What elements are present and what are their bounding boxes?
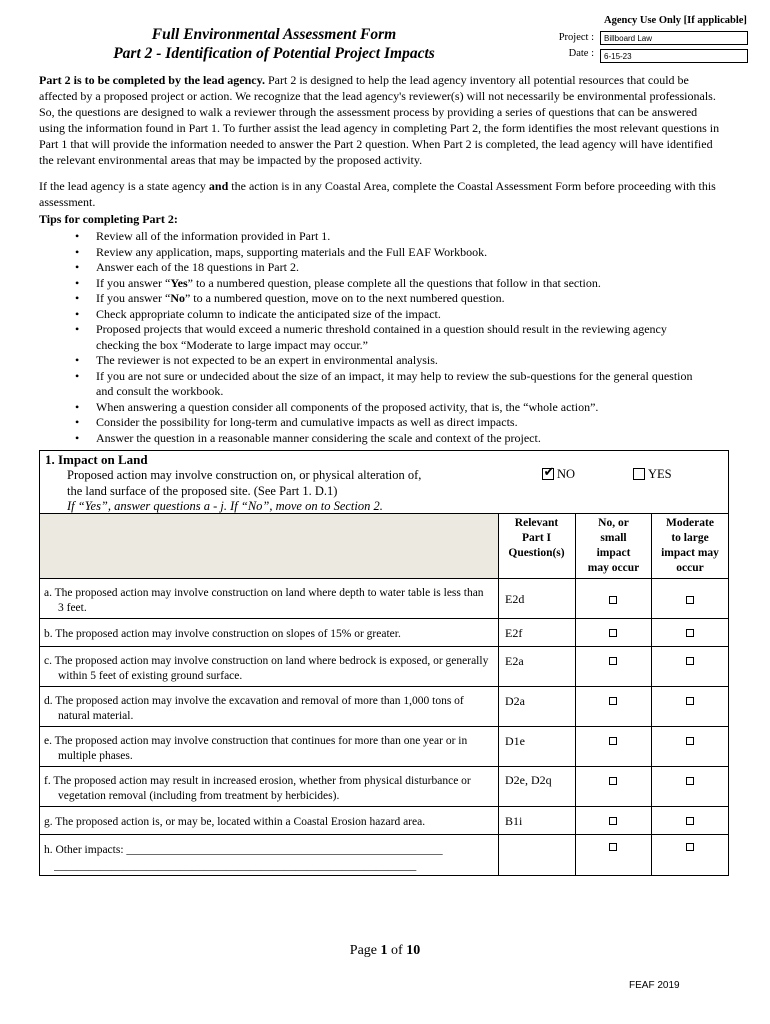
checkmark-icon: ✔ — [543, 464, 555, 479]
tip-item — [75, 431, 695, 447]
row-divider — [40, 646, 728, 647]
section-instruction: If “Yes”, answer questions a - j. If “No”, move on to Section 2. — [67, 499, 383, 513]
section-description — [67, 467, 507, 499]
bullet-icon: • — [75, 322, 80, 336]
question-1b: b. The proposed action may involve construction on slopes of 15% or greater. — [44, 628, 401, 640]
question-1h-other[interactable]: h. Other impacts: _______________________________________________________ — [44, 844, 443, 856]
bullet-icon: • — [75, 353, 80, 367]
bullet-icon: • — [75, 244, 80, 259]
row-divider — [40, 686, 728, 687]
bullet-icon: • — [75, 291, 80, 305]
table-header-band — [40, 513, 498, 578]
moderate-impact-checkbox[interactable] — [686, 629, 694, 637]
section-desc-line: the land surface of the proposed site. (See Part 1. D.1) — [67, 484, 338, 498]
coastal-text-2: the action is in any Coastal Area, complete the Coastal Assessment Form before proceeding with this assessment. — [39, 179, 716, 209]
form-subtitle: Part 2 - Identification of Potential Project Impacts — [113, 45, 435, 62]
project-label: Project : — [558, 32, 594, 43]
form-title: Full Environmental Assessment Form — [151, 26, 397, 43]
tip-item — [75, 276, 695, 292]
relevant-ref: B1i — [505, 814, 523, 828]
tip-item — [75, 322, 695, 353]
question-1a: a. The proposed action may involve construction on land where depth to water table is less than 3 feet. — [44, 587, 484, 614]
bullet-icon: • — [75, 368, 80, 383]
yes-label: YES — [648, 467, 672, 481]
tip-text: Answer each of the 18 questions in Part 2. — [96, 260, 299, 274]
intro-text: Part 2 is designed to help the lead agency inventory all potential resources that could be affected by a proposed project or action. We recognize that the lead agency's reviewer(s) will not necessarily be environmental professionals. So, the questions are designed to walk a reviewer through the assessment process by providing a series of questions that can be answered using the information found in Part 1. To further assist the lead agency in completing Part 2, the form identifies the most relevant questions in Part 1 that will provide the information needed to answer the Part 2 question. When Part 2 is completed, the lead agency will have identified the relevant environmental areas that may be impacted by the proposed activity. — [39, 73, 720, 167]
no-label: NO — [557, 467, 576, 481]
bullet-icon: • — [75, 430, 80, 445]
tip-text: Answer the question in a reasonable manner considering the scale and context of the project. — [96, 430, 541, 445]
moderate-impact-checkbox[interactable] — [686, 697, 694, 705]
relevant-ref: D2e, D2q — [505, 773, 552, 787]
tip-text: If you are not sure or undecided about the size of an impact, it may help to review the sub-questions for the general question and consult the workbook. — [96, 368, 693, 398]
small-impact-checkbox[interactable] — [609, 843, 617, 851]
tip-text: The reviewer is not expected to be an expert in environmental analysis. — [96, 353, 438, 367]
tip-text: Consider the possibility for long-term and cumulative impacts as well as direct impacts. — [96, 415, 518, 429]
moderate-impact-checkbox[interactable] — [686, 777, 694, 785]
tip-text: When answering a question consider all components of the proposed activity, that is, the “whole action”. — [96, 399, 599, 414]
small-impact-checkbox[interactable] — [609, 817, 617, 825]
page-number: Page 1 of 10 — [349, 943, 421, 958]
row-divider — [40, 834, 728, 835]
tip-item — [75, 415, 695, 431]
tip-text: Proposed projects that would exceed a numeric threshold contained in a question should result in the reviewing agency checking the box “Moderate to large impact may occur.” — [96, 322, 667, 352]
tip-text: Review any application, maps, supporting materials and the Full EAF Workbook. — [96, 244, 488, 259]
bullet-icon: • — [75, 306, 80, 321]
question-1e: e. The proposed action may involve construction that continues for more than one year or in multiple phases. — [44, 735, 468, 762]
tip-text: If you answer “ — [96, 291, 171, 305]
relevant-ref: E2f — [505, 626, 523, 640]
tip-item — [75, 400, 695, 416]
question-1f: f. The proposed action may result in increased erosion, whether from physical disturbance or vegetation removal (including from treatment by herbicides). — [44, 775, 471, 802]
relevant-ref: E2a — [505, 654, 524, 668]
other-impacts-line[interactable]: _______________________________________________________________ — [54, 860, 417, 872]
row-divider — [40, 806, 728, 807]
tip-item — [75, 353, 695, 369]
table-divider — [40, 513, 728, 514]
bullet-icon: • — [75, 399, 80, 414]
coastal-paragraph — [39, 178, 721, 210]
small-impact-checkbox[interactable] — [609, 737, 617, 745]
moderate-impact-checkbox[interactable] — [686, 817, 694, 825]
project-field[interactable]: Billboard Law — [600, 31, 748, 45]
moderate-impact-checkbox[interactable] — [686, 737, 694, 745]
tip-bold: Yes — [170, 275, 188, 290]
tip-item — [75, 291, 695, 307]
relevant-ref: E2d — [505, 592, 525, 606]
section-desc-line: Proposed action may involve construction on, or physical alteration of, — [67, 468, 422, 482]
tip-item — [75, 307, 695, 323]
small-impact-checkbox[interactable] — [609, 629, 617, 637]
moderate-impact-checkbox[interactable] — [686, 843, 694, 851]
date-field[interactable]: 6-15-23 — [600, 49, 748, 63]
row-divider — [40, 618, 728, 619]
intro-bold-lead: Part 2 is to be completed by the lead agency. — [39, 73, 265, 87]
intro-paragraph — [39, 72, 721, 168]
tip-item — [75, 369, 695, 400]
tip-bold: No — [170, 291, 185, 305]
question-1g: g. The proposed action is, or may be, located within a Coastal Erosion hazard area. — [44, 816, 426, 828]
col-header-relevant: Relevant Part I Question(s) — [508, 517, 565, 559]
moderate-impact-checkbox[interactable] — [686, 657, 694, 665]
tip-text: ” to a numbered question, please complete all the questions that follow in that section. — [187, 275, 601, 290]
relevant-ref: D1e — [505, 734, 525, 748]
row-divider — [40, 726, 728, 727]
small-impact-checkbox[interactable] — [609, 657, 617, 665]
tips-list — [75, 229, 695, 446]
tip-item — [75, 245, 695, 261]
tip-text: If you answer “ — [96, 275, 171, 290]
agency-use-label: Agency Use Only [If applicable] — [604, 15, 747, 26]
col-header-small-impact: No, or small impact may occur — [587, 517, 640, 574]
coastal-bold: and — [208, 179, 229, 193]
col-divider — [575, 513, 576, 876]
tip-text: Review all of the information provided in Part 1. — [96, 229, 331, 243]
question-1d: d. The proposed action may involve the excavation and removal of more than 1,000 tons of natural material. — [44, 695, 464, 722]
tip-text: Check appropriate column to indicate the anticipated size of the impact. — [96, 306, 441, 321]
question-1c: c. The proposed action may involve construction on land where bedrock is exposed, or generally within 5 feet of existing ground surface. — [44, 655, 489, 682]
form-code: FEAF 2019 — [629, 980, 680, 991]
bullet-icon: • — [75, 275, 80, 290]
relevant-ref: D2a — [505, 694, 525, 708]
small-impact-checkbox[interactable] — [609, 777, 617, 785]
col-divider — [651, 513, 652, 876]
bullet-icon: • — [75, 229, 80, 243]
tip-item — [75, 260, 695, 276]
coastal-text-1: If the lead agency is a state agency — [39, 179, 209, 193]
small-impact-checkbox[interactable] — [609, 697, 617, 705]
yes-checkbox[interactable] — [633, 468, 645, 480]
tip-text: ” to a numbered question, move on to the next numbered question. — [184, 291, 505, 305]
tips-heading: Tips for completing Part 2: — [39, 212, 178, 226]
col-header-moderate-impact: Moderate to large impact may occur — [661, 517, 719, 574]
date-label: Date : — [568, 48, 594, 59]
small-impact-checkbox[interactable] — [609, 596, 617, 604]
bullet-icon: • — [75, 415, 80, 429]
moderate-impact-checkbox[interactable] — [686, 596, 694, 604]
row-divider — [40, 766, 728, 767]
section-heading: 1. Impact on Land — [45, 452, 148, 467]
col-divider — [498, 513, 499, 876]
tip-item — [75, 229, 695, 245]
bullet-icon: • — [75, 260, 80, 274]
row-divider — [40, 578, 728, 579]
